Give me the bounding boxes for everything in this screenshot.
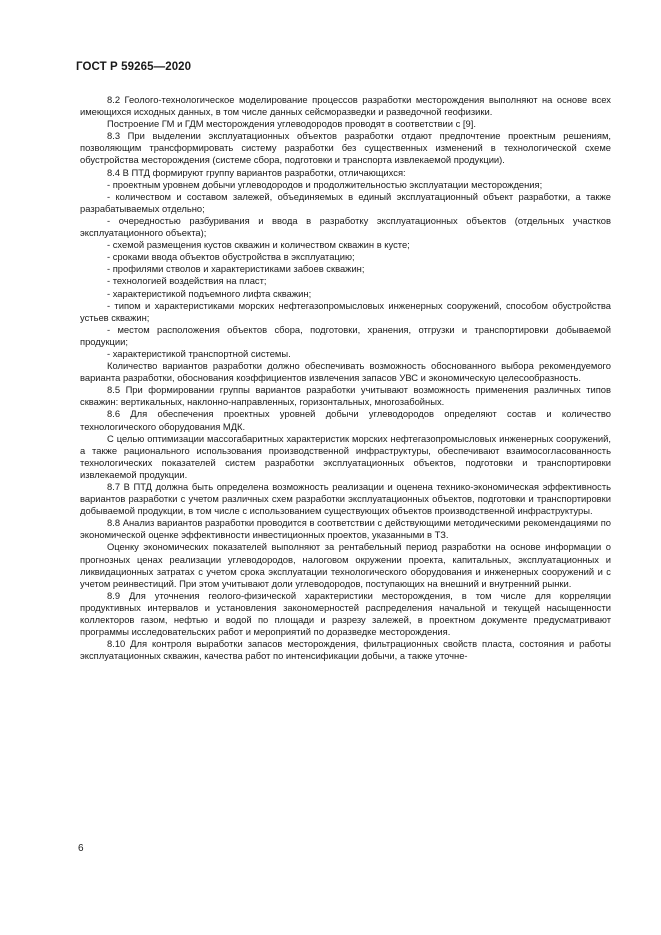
- list-item: - профилями стволов и характеристиками забоев скважин;: [107, 263, 365, 275]
- list-item: - типом и характеристиками морских нефтегазопромысловых инженерных сооружений, способом обустройства устьев скважин;: [80, 299, 611, 323]
- list-item: - схемой размещения кустов скважин и количеством скважин в кусте;: [107, 239, 410, 251]
- paragraph-variants-count: Количество вариантов разработки должно обеспечивать возможность обоснованного выбора рекомендуемого варианта разработки, обоснования коэффициентов извлечения запасов УВС и экономическую целесообразность.: [80, 360, 611, 384]
- paragraph-economic-assessment: Оценку экономических показателей выполняют за рентабельный период разработки на основе информации о прогнозных ценах реализации углеводородов, налоговом окружении проекта, капитальных, эксплуатационных и ликвидационных затратах с учетом срока эксплуатации технологического оборудования и инженерных сооружений и с учетом реинвестиций. При этом учитывают доли углеводородов, поступающих на внешний и внутренний рынки.: [80, 541, 611, 589]
- list-item: - характеристикой подъемного лифта скважин;: [107, 287, 312, 299]
- paragraph-8-9: 8.9 Для уточнения геолого-физической характеристики месторождения, в том числе для корреляции продуктивных интервалов и установления закономерностей распределения начальной и текущей насыщенности коллекторов газом, нефтью и водой по площади и разрезу залежей, в проектном документе предусматривают программы исследовательских работ и мероприятий по доразведке месторождения.: [80, 589, 611, 638]
- list-item: - проектным уровнем добычи углеводородов и продолжительностью эксплуатации месторождения;: [107, 178, 543, 190]
- paragraph-optimization: С целью оптимизации массогабаритных характеристик морских нефтегазопромысловых инженерных сооружений, а также рационального использования производственной инфраструктуры, обеспечивают взаимосогласованность технологических показателей систем разработки эксплуатационных объектов, подготовки и транспортировки извлекаемой продукции.: [80, 432, 611, 480]
- list-item: - местом расположения объектов сбора, подготовки, хранения, отгрузки и транспортировки добываемой продукции;: [80, 323, 611, 347]
- paragraph-8-4: 8.4 В ПТД формируют группу вариантов разработки, отличающихся:: [107, 166, 406, 178]
- body-text: [80, 94, 611, 662]
- paragraph-8-6: 8.6 Для обеспечения проектных уровней добычи углеводородов определяют состав и количество технологического оборудования МДК.: [80, 408, 611, 432]
- list-item: - характеристикой транспортной системы.: [107, 347, 291, 359]
- list-item: - очередностью разбуривания и ввода в разработку эксплуатационных объектов (отдельных участков эксплуатационного объекта);: [80, 214, 611, 239]
- paragraph-8-8: 8.8 Анализ вариантов разработки проводится в соответствии с действующими методическими рекомендациями по экономической оценке эффективности инвестиционных проектов, указанными в ТЗ.: [80, 517, 611, 541]
- paragraph-8-2: 8.2 Геолого-технологическое моделирование процессов разработки месторождения выполняют на основе всех имеющихся исходных данных, в том числе данных сейсморазведки и разведочной геофизики.: [80, 94, 611, 118]
- paragraph-8-7: 8.7 В ПТД должна быть определена возможность реализации и оценена технико-экономическая эффективность вариантов разработки с учетом различных схем разработки эксплуатационных объектов, подготовки и транспортировки добываемой продукции, в том числе с использованием существующих объектов производственной инфраструктуры.: [80, 481, 611, 517]
- paragraph-gm-gdm: Построение ГМ и ГДМ месторождения углеводородов проводят в соответствии с [9].: [107, 118, 476, 130]
- list-item: - технологией воздействия на пласт;: [107, 275, 267, 287]
- paragraph-8-10: 8.10 Для контроля выработки запасов месторождения, фильтрационных свойств пласта, состояния и работы эксплуатационных скважин, качества работ по интенсификации добычи, а также уточне-: [80, 638, 611, 662]
- paragraph-8-5: 8.5 При формировании группы вариантов разработки учитывают возможность применения различных типов скважин: вертикальных, наклонно-направленных, горизонтальных, многозабойных.: [80, 384, 611, 408]
- standard-header: ГОСТ Р 59265—2020: [76, 61, 192, 73]
- list-item: - сроками ввода объектов обустройства в эксплуатацию;: [107, 251, 355, 263]
- list-item: - количеством и составом залежей, объединяемых в единый эксплуатационный объект разработки, а также разрабатываемых отдельно;: [80, 190, 611, 214]
- page-number: 6: [78, 843, 84, 854]
- paragraph-8-3: 8.3 При выделении эксплуатационных объектов разработки отдают предпочтение проектным решениям, позволяющим трансформировать систему разработки без существенных изменений в технологической схеме обустройства месторождения (системе сбора, подготовки и транспорта извлекаемой продукции).: [80, 130, 611, 166]
